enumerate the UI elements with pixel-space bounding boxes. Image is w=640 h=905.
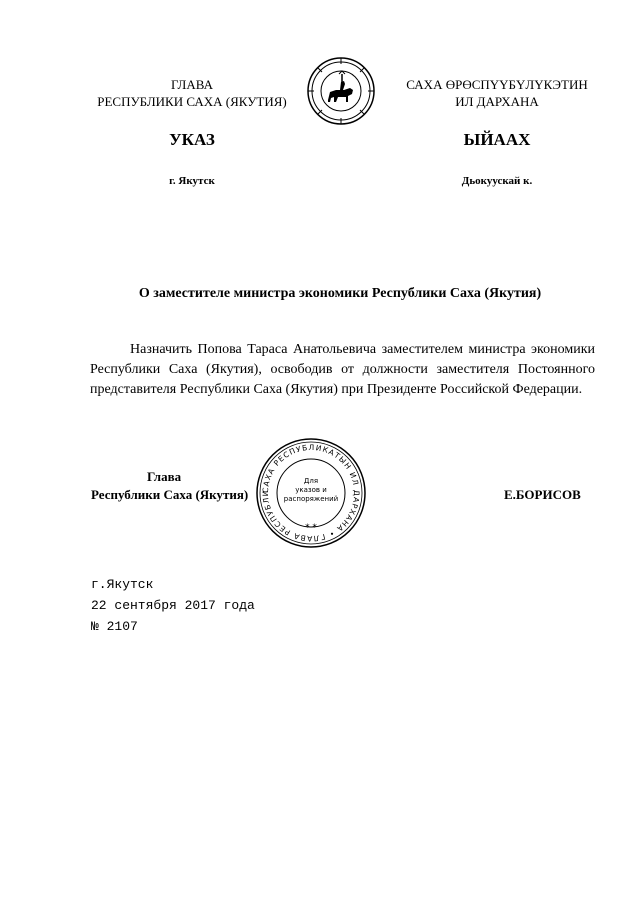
decree-heading: О заместителе министра экономики Республики Саха (Якутия) xyxy=(138,286,542,301)
footer-city: г.Якутск xyxy=(91,577,154,592)
coat-of-arms-emblem xyxy=(306,56,376,126)
signature-title-line2: Республики Саха (Якутия) xyxy=(91,487,249,502)
header-right-line1: САХА ӨРӨСПҮҮБҮЛҮКЭТИН xyxy=(406,77,588,92)
seal-ring-text: САХА РЕСПУБЛИКАТЫН ИЛ ДАРХАНА • ГЛАВА РЕСПУБЛИ xyxy=(260,442,362,544)
svg-text:* *: * * xyxy=(305,523,317,533)
header-right xyxy=(392,76,602,110)
seal-center-line2: указов и xyxy=(295,486,327,494)
header-left-line2: РЕСПУБЛИКИ САХА (ЯКУТИЯ) xyxy=(97,94,287,109)
signatory-name: Е.БОРИСОВ xyxy=(504,487,581,502)
header-right-line2: ИЛ ДАРХАНА xyxy=(455,94,539,109)
decree-body: Назначить Попова Тараса Анатольевича заместителем министра экономики Республики Саха (Якутия), освободив от должности заместителя Постоянного представителя Республики Саха (Якутия) при Президенте Российской Федерации. xyxy=(90,342,595,397)
city-left: г. Якутск xyxy=(169,175,215,187)
city-right: Дьокуускай к. xyxy=(461,175,533,187)
footer-date: 22 сентября 2017 года xyxy=(91,598,255,613)
header-left-line1: ГЛАВА xyxy=(171,77,213,92)
footer-number: № 2107 xyxy=(91,619,138,634)
title-yiyaah: ЫЙААХ xyxy=(463,130,531,149)
seal-center-line1: Для xyxy=(303,477,319,485)
title-ukaz: УКАЗ xyxy=(169,130,215,149)
signature-title-line1: Глава xyxy=(147,469,182,484)
official-seal xyxy=(255,437,367,549)
header-left xyxy=(80,76,304,110)
seal-center-line3: распоряжений xyxy=(283,495,339,503)
